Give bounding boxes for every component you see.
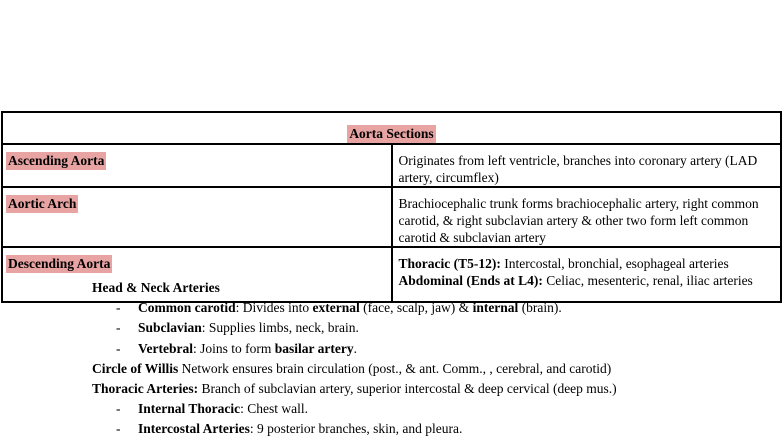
subclavian-text: : Supplies limbs, neck, brain. bbox=[201, 320, 359, 336]
list-item bbox=[92, 419, 772, 439]
bullet-dash: - bbox=[116, 401, 121, 417]
row-text-cell bbox=[392, 144, 782, 187]
internal-thoracic-label: Internal Thoracic bbox=[138, 401, 241, 417]
list-item bbox=[92, 339, 772, 359]
vertebral-text-1: : Joins to form bbox=[192, 340, 275, 356]
intercostal-arteries-text: : 9 posterior branches, skin, and pleura. bbox=[249, 421, 463, 437]
row-text-cell bbox=[392, 187, 782, 247]
list-item bbox=[92, 399, 772, 419]
aortic-arch-text: Brachiocephalic trunk forms brachiocephalic artery, right common carotid, & right subclavian artery & other two form left common carotid & subclavian artery bbox=[398, 196, 759, 245]
artery-notes bbox=[92, 278, 772, 440]
circle-of-willis-label: Circle of Willis bbox=[92, 360, 179, 376]
internal-thoracic-text: : Chest wall. bbox=[240, 401, 308, 417]
ascending-aorta-label: Ascending Aorta bbox=[8, 153, 105, 168]
internal-term: internal bbox=[472, 300, 519, 316]
table-row bbox=[2, 187, 781, 247]
head-neck-heading bbox=[92, 278, 772, 298]
table-header-cell bbox=[2, 112, 781, 144]
aortic-arch-label: Aortic Arch bbox=[8, 196, 77, 211]
ascending-aorta-text: Originates from left ventricle, branches into coronary artery (LAD artery, circumflex) bbox=[398, 153, 758, 185]
head-neck-title: Head & Neck Arteries bbox=[92, 280, 220, 295]
thoracic-line bbox=[399, 255, 775, 272]
list-item bbox=[92, 318, 772, 338]
external-term: external bbox=[312, 300, 360, 316]
thoracic-arteries-text: Branch of subclavian artery, superior intercostal & deep cervical (deep mus.) bbox=[198, 381, 617, 397]
common-carotid-text-2: (face, scalp, jaw) & bbox=[359, 300, 473, 316]
circle-of-willis-line bbox=[92, 359, 772, 379]
bullet-dash: - bbox=[116, 300, 121, 316]
thoracic-arteries-line bbox=[92, 379, 772, 399]
bullet-dash: - bbox=[116, 320, 121, 336]
common-carotid-text-3: (brain). bbox=[518, 300, 562, 316]
basilar-artery-term: basilar artery bbox=[274, 340, 354, 356]
row-label-cell bbox=[2, 187, 392, 247]
thoracic-text: Intercostal, bronchial, esophageal arteries bbox=[500, 256, 729, 271]
vertebral-text-2: . bbox=[353, 340, 357, 356]
table-row bbox=[2, 144, 781, 187]
bullet-dash: - bbox=[116, 421, 121, 437]
abdominal-label: Abdominal (Ends at L4): bbox=[398, 273, 543, 288]
thoracic-arteries-label: Thoracic Arteries: bbox=[92, 381, 199, 397]
list-item bbox=[92, 298, 772, 318]
vertebral-label: Vertebral bbox=[138, 340, 193, 356]
row-label-cell bbox=[2, 144, 392, 187]
bullet-dash: - bbox=[116, 340, 121, 356]
thoracic-label: Thoracic (T5-12): bbox=[398, 256, 501, 271]
circle-of-willis-text: Network ensures brain circulation (post., & ant. Comm., , cerebral, and carotid) bbox=[178, 360, 612, 376]
subclavian-label: Subclavian bbox=[138, 320, 202, 336]
common-carotid-text-1: : Divides into bbox=[235, 300, 313, 316]
descending-aorta-label: Descending Aorta bbox=[8, 256, 111, 271]
common-carotid-label: Common carotid bbox=[138, 300, 236, 316]
table-header-title: Aorta Sections bbox=[349, 126, 434, 141]
intercostal-arteries-label: Intercostal Arteries bbox=[138, 421, 250, 437]
abdominal-text: Celiac, mesenteric, renal, iliac arteries bbox=[542, 273, 753, 288]
aorta-sections-table bbox=[1, 111, 782, 303]
